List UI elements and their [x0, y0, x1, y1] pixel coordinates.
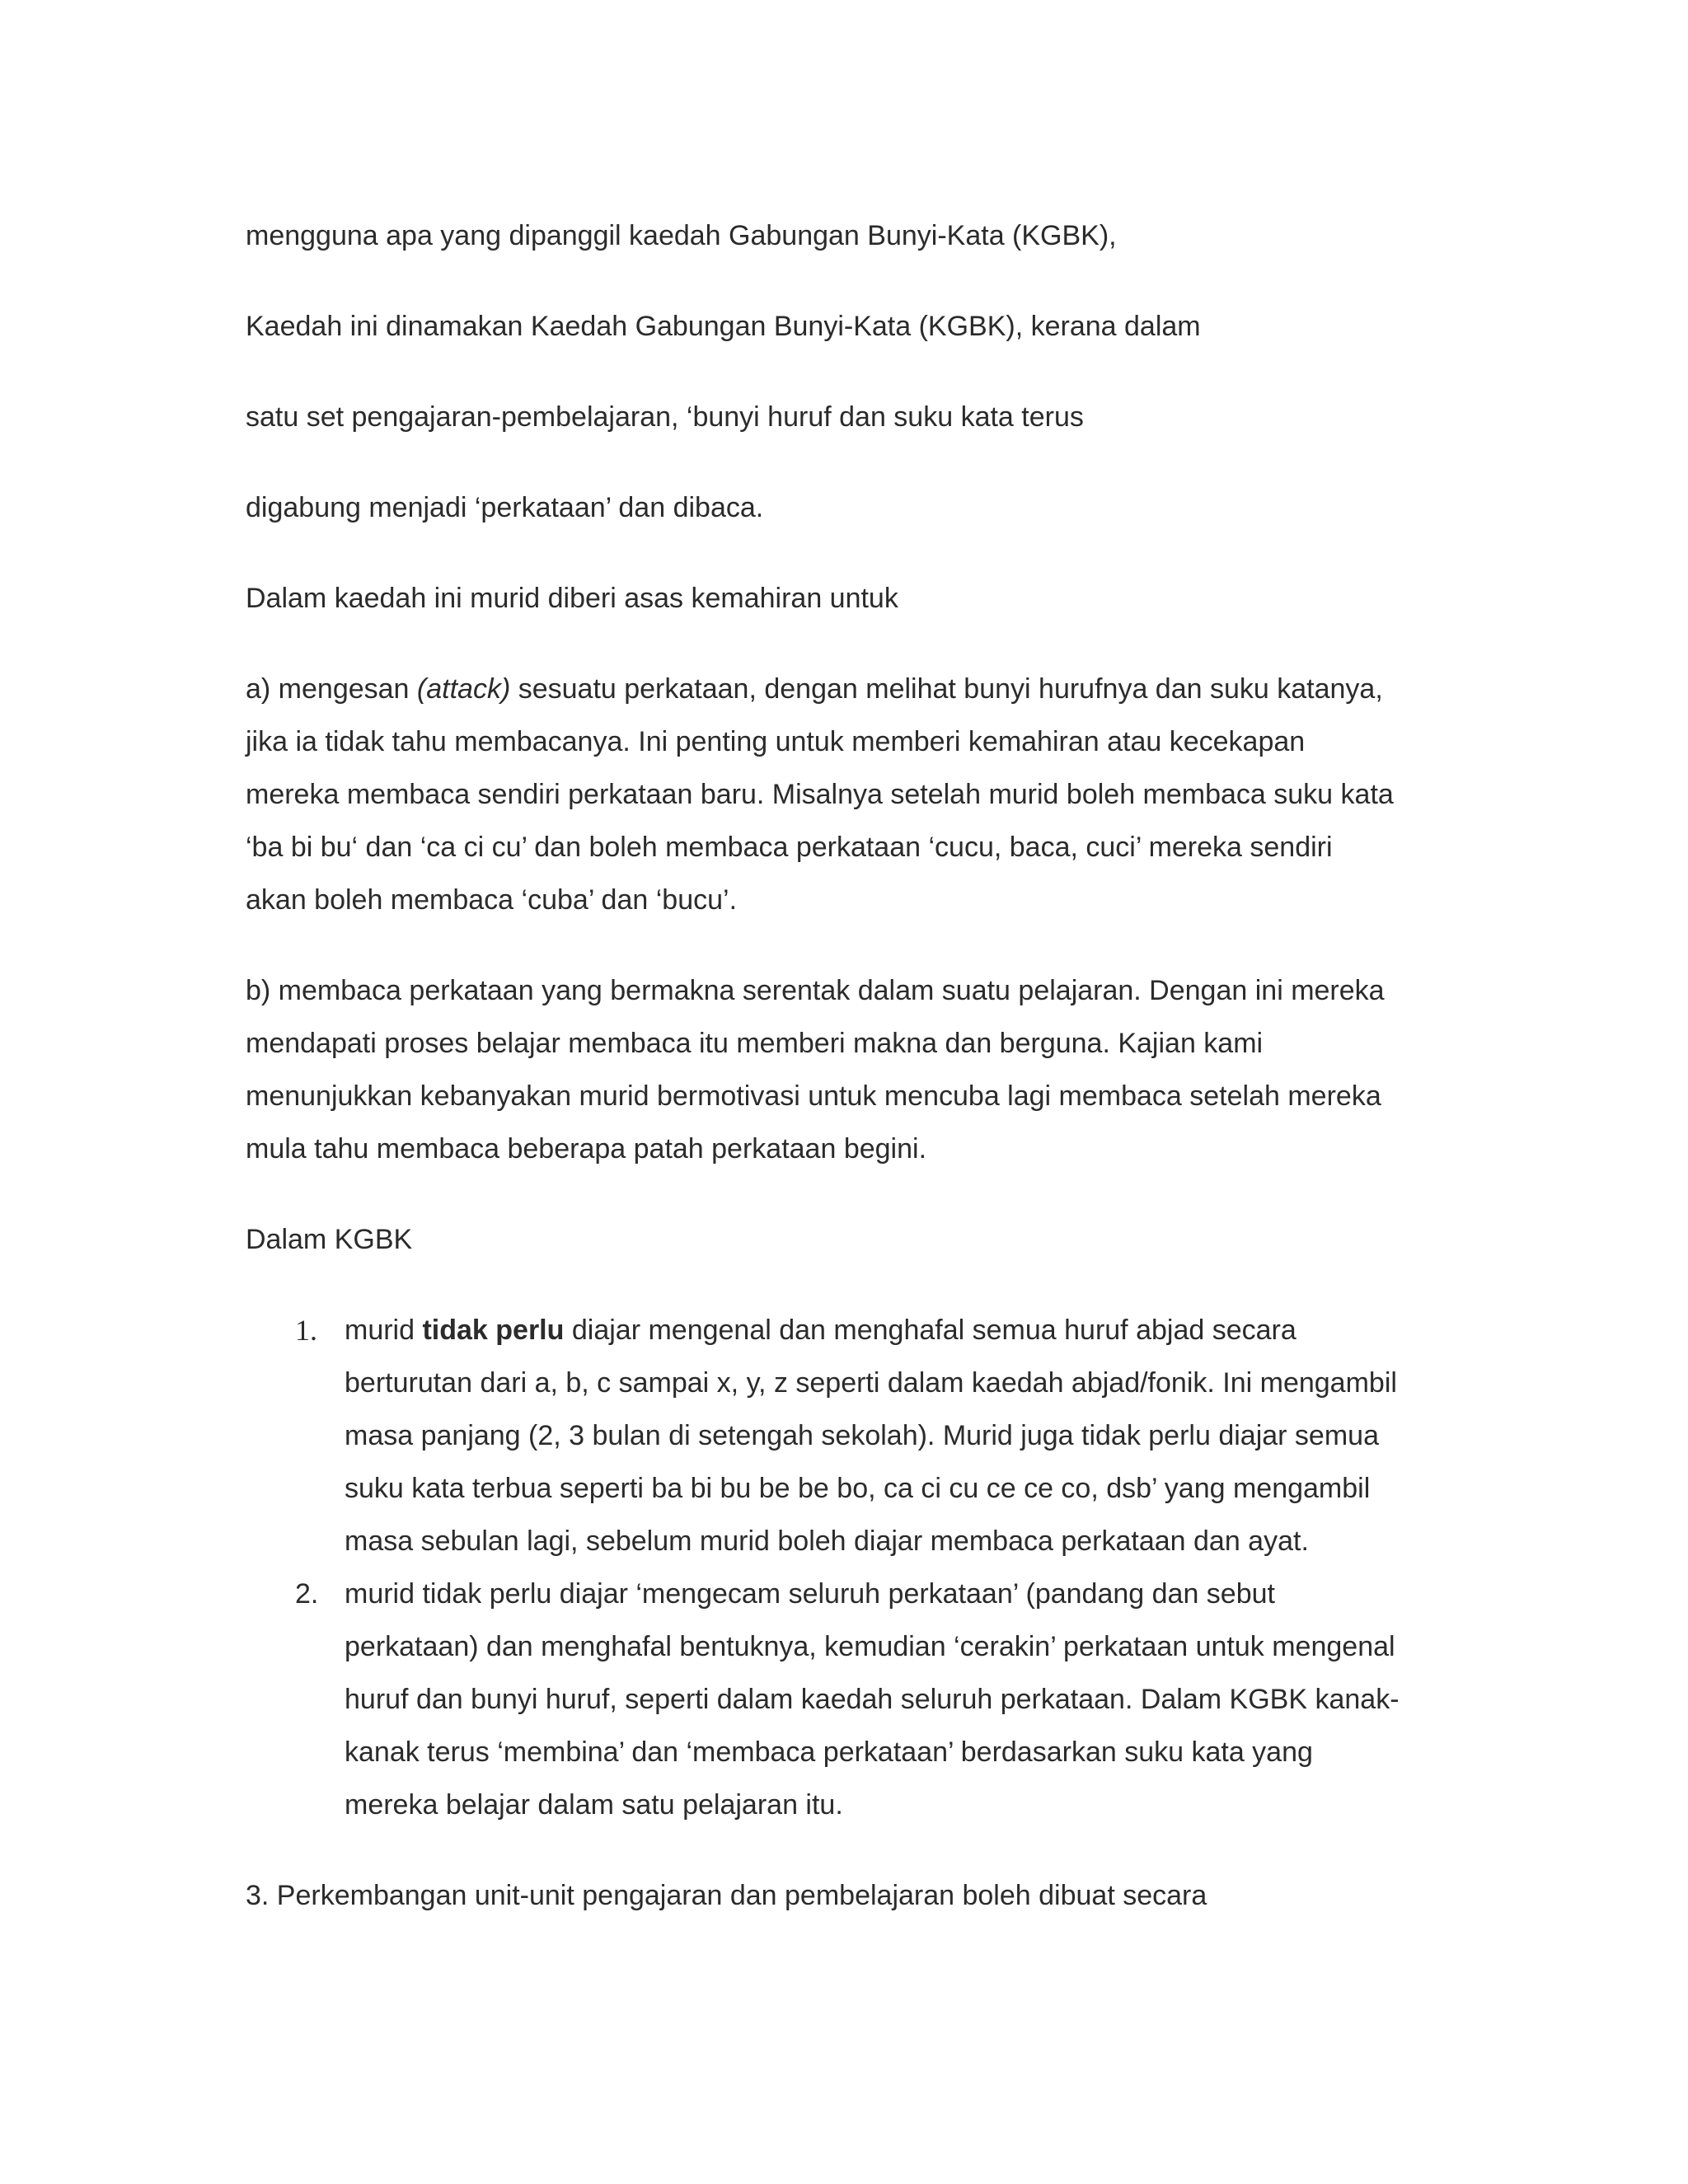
list-item-2-line-3: huruf dan bunyi huruf, seperti dalam kaedah seluruh perkataan. Dalam KGBK kanak- — [345, 1684, 1400, 1715]
point-b-line-1: b) membaca perkataan yang bermakna serentak dalam suatu pelajaran. Dengan ini mereka — [246, 975, 1385, 1006]
paragraph-3: satu set pengajaran-pembelajaran, ‘bunyi huruf dan suku kata terus — [246, 401, 1084, 433]
point-a-line-1: a) mengesan (attack) sesuatu perkataan, dengan melihat bunyi hurufnya dan suku katanya, — [246, 673, 1383, 705]
kgbk-heading: Dalam KGBK — [246, 1224, 413, 1255]
point-b-line-3: menunjukkan kebanyakan murid bermotivasi untuk mencuba lagi membaca setelah mereka — [246, 1080, 1381, 1112]
list-item-1-line-5: masa sebulan lagi, sebelum murid boleh diajar membaca perkataan dan ayat. — [345, 1526, 1309, 1557]
kgbk-list — [246, 1304, 1465, 1831]
list-item-2-line-5: mereka belajar dalam satu pelajaran itu. — [345, 1789, 843, 1821]
paragraph-2: Kaedah ini dinamakan Kaedah Gabungan Bunyi-Kata (KGBK), kerana dalam — [246, 311, 1201, 342]
list-item-1-bold-term: tidak perlu — [422, 1315, 565, 1346]
paragraph-1: mengguna apa yang dipanggil kaedah Gabungan Bunyi-Kata (KGBK), — [246, 220, 1117, 251]
point-b — [246, 964, 1465, 1175]
point-a-line-5: akan boleh membaca ‘cuba’ dan ‘bucu’. — [246, 884, 738, 916]
list-number-1: 1. — [295, 1314, 317, 1347]
point-a-line-2: jika ia tidak tahu membacanya. Ini penting untuk memberi kemahiran atau kecekapan — [246, 726, 1306, 757]
list-item-2-line-2: perkataan) dan menghafal bentuknya, kemudian ‘cerakin’ perkataan untuk mengenal — [345, 1631, 1395, 1662]
paragraph-4: digabung menjadi ‘perkataan’ dan dibaca. — [246, 492, 764, 523]
point-a-line-3: mereka membaca sendiri perkataan baru. Misalnya setelah murid boleh membaca suku kata — [246, 779, 1394, 810]
point-a-italic-term: (attack) — [416, 673, 511, 705]
list-number-2: 2. — [295, 1578, 319, 1610]
list-item-1-line-2: berturutan dari a, b, c sampai x, y, z seperti dalam kaedah abjad/fonik. Ini mengambil — [345, 1367, 1397, 1399]
point-b-line-2: mendapati proses belajar membaca itu memberi makna dan berguna. Kajian kami — [246, 1028, 1264, 1059]
point-3: 3. Perkembangan unit-unit pengajaran dan pembelajaran boleh dibuat secara — [246, 1880, 1207, 1911]
list-item-1 — [246, 1304, 1465, 1568]
document-body — [246, 209, 1465, 1960]
list-item-1-line-4: suku kata terbua seperti ba bi bu be be bo, ca ci cu ce ce co, dsb’ yang mengambil — [345, 1473, 1371, 1504]
point-b-line-4: mula tahu membaca beberapa patah perkataan begini. — [246, 1133, 927, 1165]
list-item-1-line-1: murid tidak perlu diajar mengenal dan menghafal semua huruf abjad secara — [345, 1315, 1296, 1346]
point-a — [246, 663, 1465, 926]
list-item-2-line-4: kanak terus ‘membina’ dan ‘membaca perkataan’ berdasarkan suku kata yang — [345, 1736, 1313, 1768]
point-a-line-4: ‘ba bi bu‘ dan ‘ca ci cu’ dan boleh membaca perkataan ‘cucu, baca, cuci’ mereka sendiri — [246, 832, 1333, 863]
list-item-2-line-1: murid tidak perlu diajar ‘mengecam seluruh perkataan’ (pandang dan sebut — [345, 1578, 1275, 1610]
paragraph-5: Dalam kaedah ini murid diberi asas kemahiran untuk — [246, 583, 898, 614]
list-item-2 — [246, 1568, 1465, 1831]
list-item-1-line-3: masa panjang (2, 3 bulan di setengah sekolah). Murid juga tidak perlu diajar semua — [345, 1420, 1379, 1451]
